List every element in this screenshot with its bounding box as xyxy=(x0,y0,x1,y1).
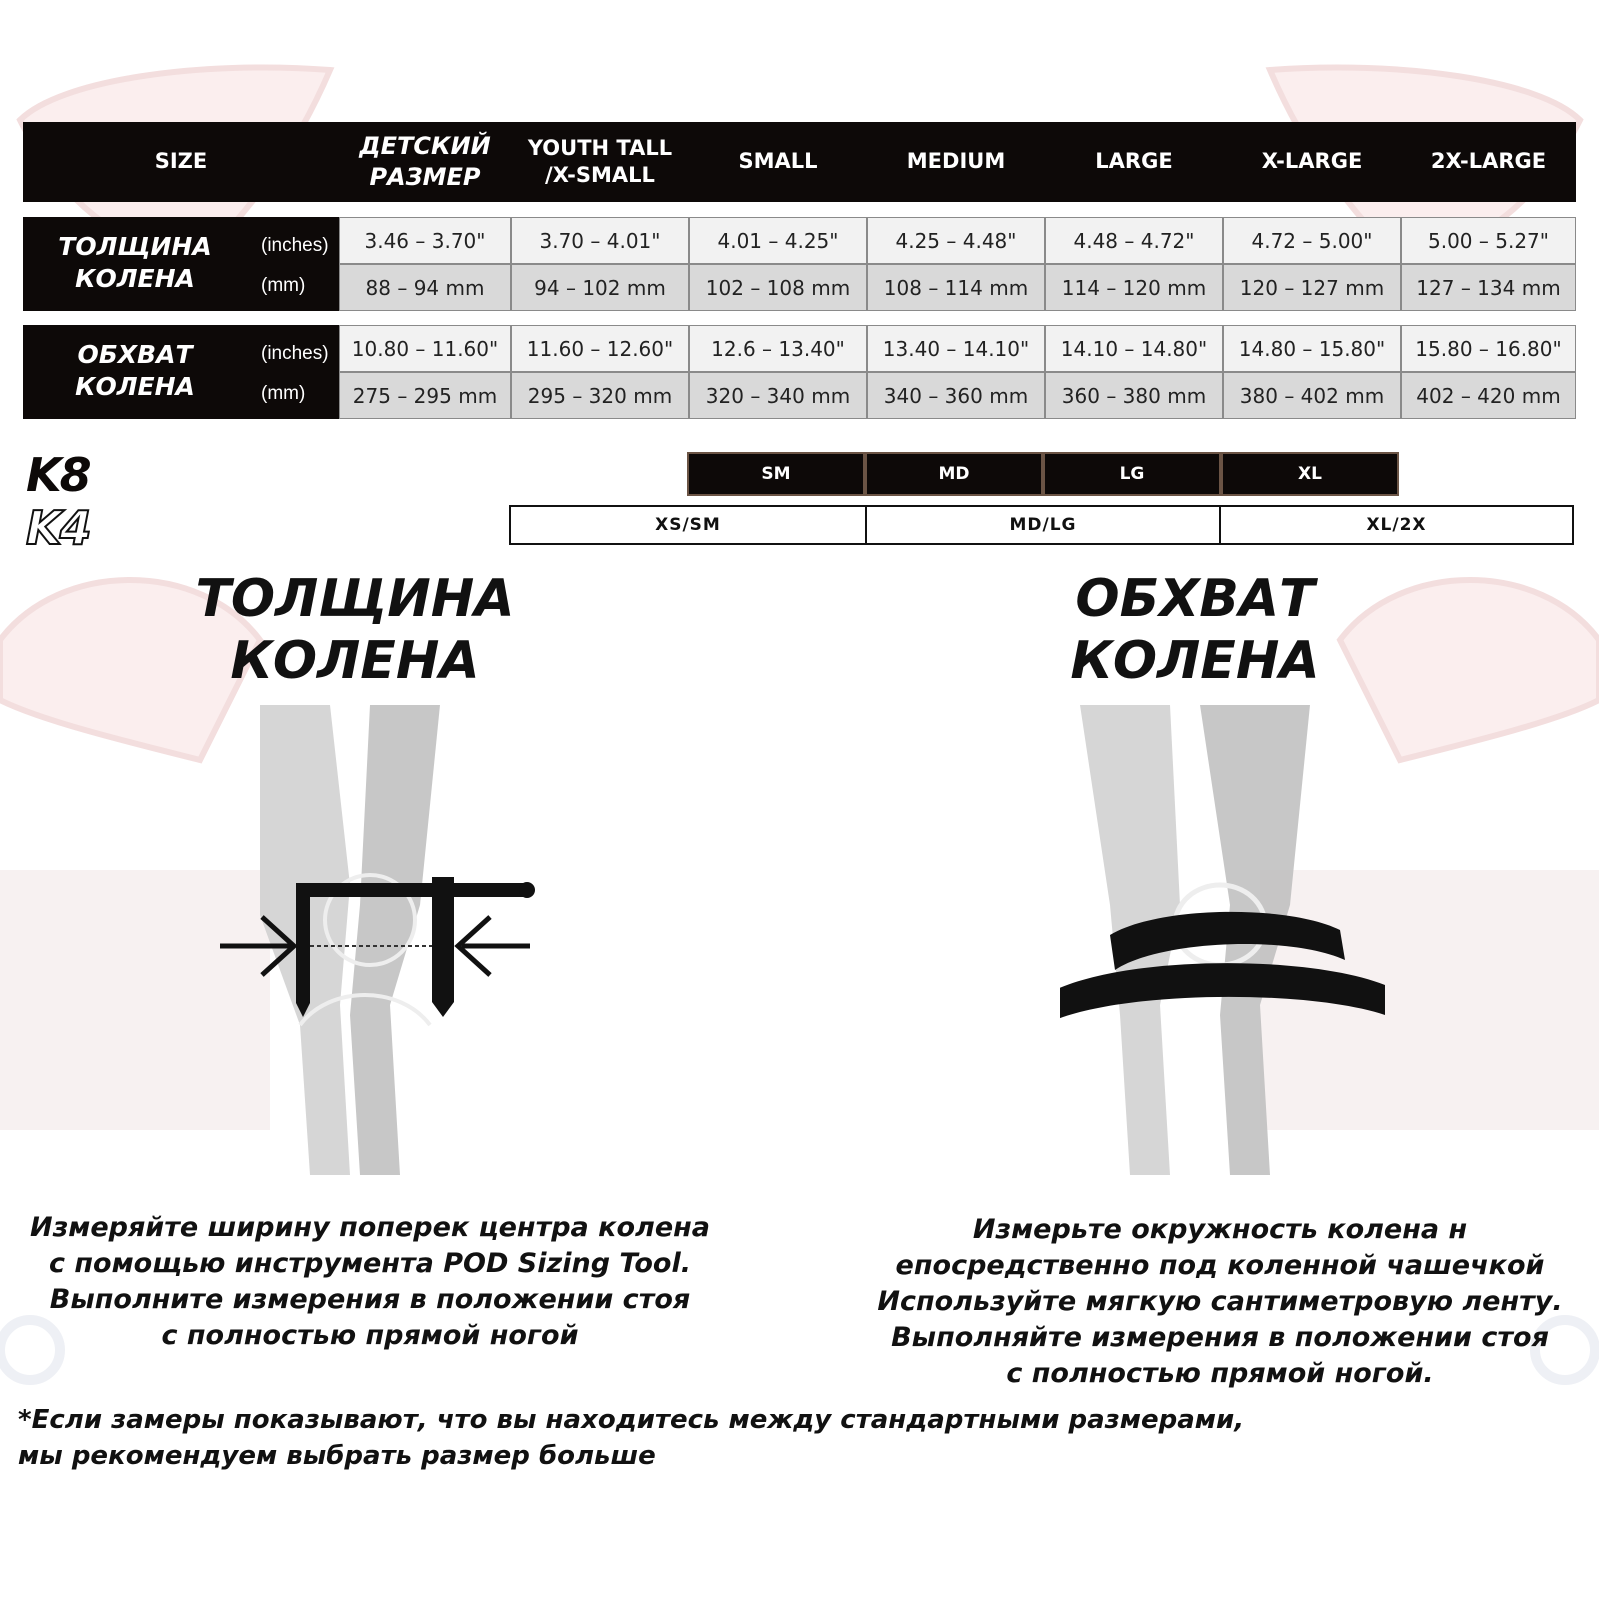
circumference-instructions: Измерьте окружность колена н епосредственно под коленной чашечкой Используйте мягкую сантиметровую ленту. Выполняйте измерения в положении стоя с полностью прямой ногой. xyxy=(877,1214,1563,1389)
k8-logo: K8 xyxy=(26,448,90,502)
size-header-row xyxy=(23,122,1576,202)
circumference-inches-cell: 14.80 – 15.80" xyxy=(1223,325,1401,372)
size-header-label: SIZE xyxy=(154,149,208,174)
thickness-inches-cell: 4.25 – 4.48" xyxy=(867,217,1045,264)
circumference-section-title: ОБХВАТ КОЛЕНА xyxy=(1070,569,1320,691)
caliper-knee-illustration xyxy=(200,705,560,1175)
circumference-unit-mm: (mm) xyxy=(261,383,306,404)
k8-size-md: MD xyxy=(865,452,1043,496)
circumference-unit-inches: (inches) xyxy=(261,343,329,364)
thickness-mm-cell: 120 – 127 mm xyxy=(1223,264,1401,311)
k8-size-sm: SM xyxy=(687,452,865,496)
thickness-mm-cell: 88 – 94 mm xyxy=(339,264,511,311)
size-header-youth: YOUTH TALL /X-SMALL xyxy=(527,135,673,187)
circumference-inches-cell: 14.10 – 14.80" xyxy=(1045,325,1223,372)
circumference-inches-cell: 11.60 – 12.60" xyxy=(511,325,689,372)
size-header-small: SMALL xyxy=(738,149,818,174)
thickness-inches-cell: 5.00 – 5.27" xyxy=(1401,217,1576,264)
circumference-label: ОБХВАТ КОЛЕНА xyxy=(75,340,195,401)
size-header-large: LARGE xyxy=(1095,149,1173,174)
circumference-label-panel xyxy=(23,325,339,419)
tape-knee-illustration xyxy=(1060,705,1400,1175)
thickness-instructions: Измеряйте ширину поперек центра колена с помощью инструмента POD Sizing Tool. Выполните измерения в положении стоя с полностью прямой ногой xyxy=(29,1212,711,1351)
k8-size-lg: LG xyxy=(1043,452,1221,496)
thickness-mm-cell: 108 – 114 mm xyxy=(867,264,1045,311)
circumference-mm-cell: 402 – 420 mm xyxy=(1401,372,1576,419)
size-recommendation-note: *Если замеры показывают, что вы находитесь между стандартными размерами, мы рекомендуем выбрать размер больше xyxy=(18,1405,1245,1471)
thickness-section-title: ТОЛЩИНА КОЛЕНА xyxy=(195,569,515,691)
size-header-xlarge: X-LARGE xyxy=(1261,149,1363,174)
circumference-mm-cell: 295 – 320 mm xyxy=(511,372,689,419)
circumference-mm-cell: 275 – 295 mm xyxy=(339,372,511,419)
thickness-block xyxy=(23,217,1576,311)
k8-size-xl: XL xyxy=(1221,452,1399,496)
size-header-2xlarge: 2X-LARGE xyxy=(1430,149,1547,174)
thickness-inches-cell: 4.72 – 5.00" xyxy=(1223,217,1401,264)
k4-size-xs-sm: XS/SM xyxy=(509,505,867,545)
thickness-mm-cell: 94 – 102 mm xyxy=(511,264,689,311)
thickness-inches-cell: 4.01 – 4.25" xyxy=(689,217,867,264)
k4-size-md-lg: MD/LG xyxy=(865,505,1221,545)
thickness-inches-cell: 3.70 – 4.01" xyxy=(511,217,689,264)
thickness-mm-cell: 114 – 120 mm xyxy=(1045,264,1223,311)
thickness-mm-cell: 102 – 108 mm xyxy=(689,264,867,311)
thickness-label-panel xyxy=(23,217,339,311)
size-header-kids: ДЕТСКИЙ РАЗМЕР xyxy=(359,131,491,191)
circumference-inches-cell: 12.6 – 13.40" xyxy=(689,325,867,372)
k4-size-xl-2x: XL/2X xyxy=(1219,505,1574,545)
circumference-inches-cell: 13.40 – 14.10" xyxy=(867,325,1045,372)
circumference-block xyxy=(23,325,1576,419)
circumference-mm-cell: 380 – 402 mm xyxy=(1223,372,1401,419)
thickness-unit-inches: (inches) xyxy=(261,235,329,256)
circumference-mm-cell: 320 – 340 mm xyxy=(689,372,867,419)
thickness-mm-cell: 127 – 134 mm xyxy=(1401,264,1576,311)
thickness-label: ТОЛЩИНА КОЛЕНА xyxy=(58,232,212,293)
circumference-mm-cell: 340 – 360 mm xyxy=(867,372,1045,419)
circumference-inches-cell: 10.80 – 11.60" xyxy=(339,325,511,372)
circumference-mm-cell: 360 – 380 mm xyxy=(1045,372,1223,419)
thickness-inches-cell: 3.46 – 3.70" xyxy=(339,217,511,264)
k4-logo: K4 xyxy=(26,501,90,555)
thickness-unit-mm: (mm) xyxy=(261,275,306,296)
thickness-inches-cell: 4.48 – 4.72" xyxy=(1045,217,1223,264)
size-header-medium: MEDIUM xyxy=(906,149,1006,174)
circumference-inches-cell: 15.80 – 16.80" xyxy=(1401,325,1576,372)
